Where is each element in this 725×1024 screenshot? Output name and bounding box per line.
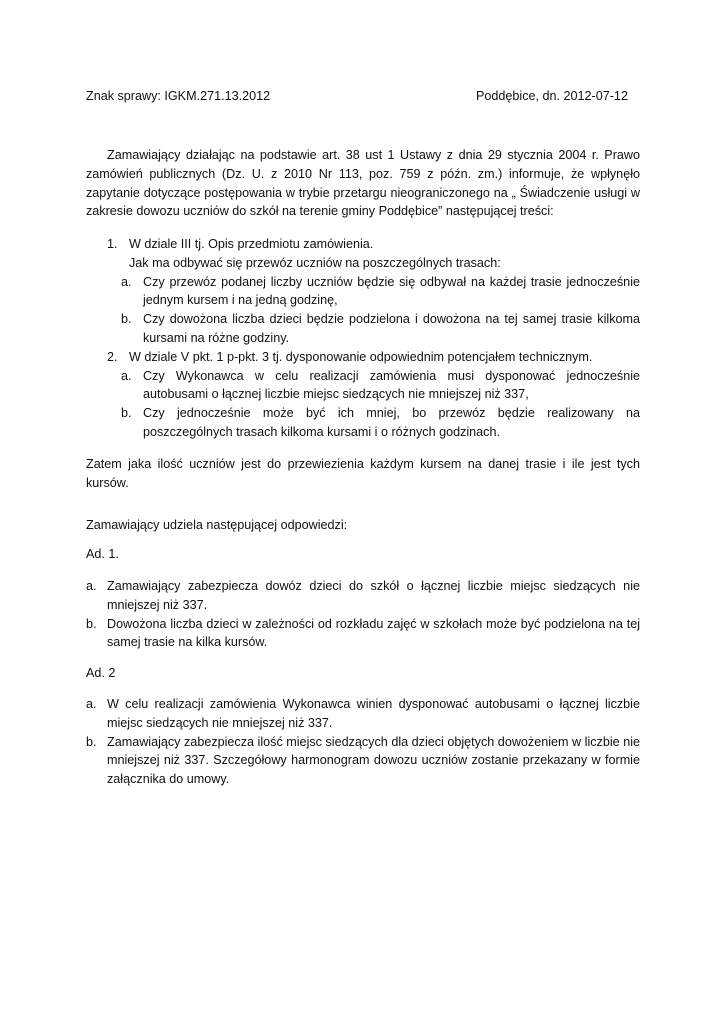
sub-item-letter: b. [121,406,132,421]
answer-item [86,695,640,733]
question-number: 2. [107,349,118,364]
answer-item-text: W celu realizacji zamówienia Wykonawca winien dysponować autobusami o łącznej liczbie miejsc siedzących nie mniejszej niż 337. [107,697,640,730]
answer-1-heading: Ad. 1. [86,547,119,561]
question-title: W dziale V pkt. 1 p-pkt. 3 tj. dysponowanie odpowiednim potencjałem technicznym. [129,349,593,364]
sub-item-text: Czy przewóz podanej liczby uczniów będzie się odbywał na każdej trasie jednocześnie jednym kursem i na jedną godzinę, [143,274,640,308]
question-item [86,235,640,254]
question-number: 1. [107,237,118,251]
question-sub-item [86,310,640,348]
answer-item-text: Zamawiający zabezpiecza ilość miejsc siedzących dla dzieci objętych dowożeniem w liczbie nie mniejszej niż 337. Szczegółowy harmonogram dowozu uczniów zostanie przekazany w formie załącznika do umowy. [107,734,640,787]
answer-item-letter: a. [86,697,97,711]
sub-item-text: Czy dowożona liczba dzieci będzie podzielona i dowożona na tej samej trasie kilkoma kursami na różne godziny. [143,312,640,345]
answer-item [86,577,640,615]
document-header [86,87,646,105]
question-sub-item [86,273,640,311]
question-title: W dziale III tj. Opis przedmiotu zamówienia. [129,237,374,251]
answer-item-letter: b. [86,616,97,631]
question-sub-item [86,367,640,405]
answer-item-letter: b. [86,734,97,749]
answer-1-list [86,577,640,652]
sub-item-letter: a. [121,368,132,383]
answer-item [86,733,640,789]
place-and-date: Poddębice, dn. 2012-07-12 [476,89,628,103]
answer-2-heading: Ad. 2 [86,666,116,680]
case-reference: Znak sprawy: IGKM.271.13.2012 [86,89,271,103]
question-item [86,348,640,367]
sub-item-text: Czy jednocześnie może być ich mniej, bo przewóz będzie realizowany na poszczególnych trasach kilkoma kursami i o różnych godzinach. [143,406,640,439]
answer-item-letter: a. [86,579,97,593]
answer-item-text: Zamawiający zabezpiecza dowóz dzieci do szkół o łącznej liczbie miejsc siedzących nie mniejszej niż 337. [107,579,640,612]
questions-list [86,235,640,442]
sub-item-letter: b. [121,312,132,327]
answer-item [86,615,640,653]
question-sub-item [86,404,640,442]
sub-item-text: Czy Wykonawca w celu realizacji zamówienia musi dysponować jednocześnie autobusami o łącznej liczbie miejsc siedzących nie mniejszej niż 337, [143,368,640,402]
answer-item-text: Dowożona liczba dzieci w zależności od rozkładu zajęć w szkołach może być podzielona na tej samej trasie na kilka kursów. [107,616,640,650]
sub-item-letter: a. [121,274,132,289]
answer-intro: Zamawiający udziela następującej odpowiedzi: [86,518,348,532]
answer-2-list [86,695,640,789]
intro-paragraph: Zamawiający działając na podstawie art. 38 ust 1 Ustawy z dnia 29 stycznia 2004 r. Prawo zamówień publicznych (Dz. U. z 2010 Nr 113, poz. 759 z późn. zm.) informuje, że wpłynęło zapytanie dotyczące postępowania w trybie przetargu nieograniczonego na „ Świadczenie usługi w zakresie dowozu uczniów do szkół na terenie gminy Poddębice” następującej treści: [86,148,640,219]
summary-question: Zatem jaka ilość uczniów jest do przewiezienia każdym kursem na danej trasie i ile jest tych kursów. [86,457,640,490]
question-note: Jak ma odbywać się przewóz uczniów na poszczególnych trasach: [129,255,501,270]
